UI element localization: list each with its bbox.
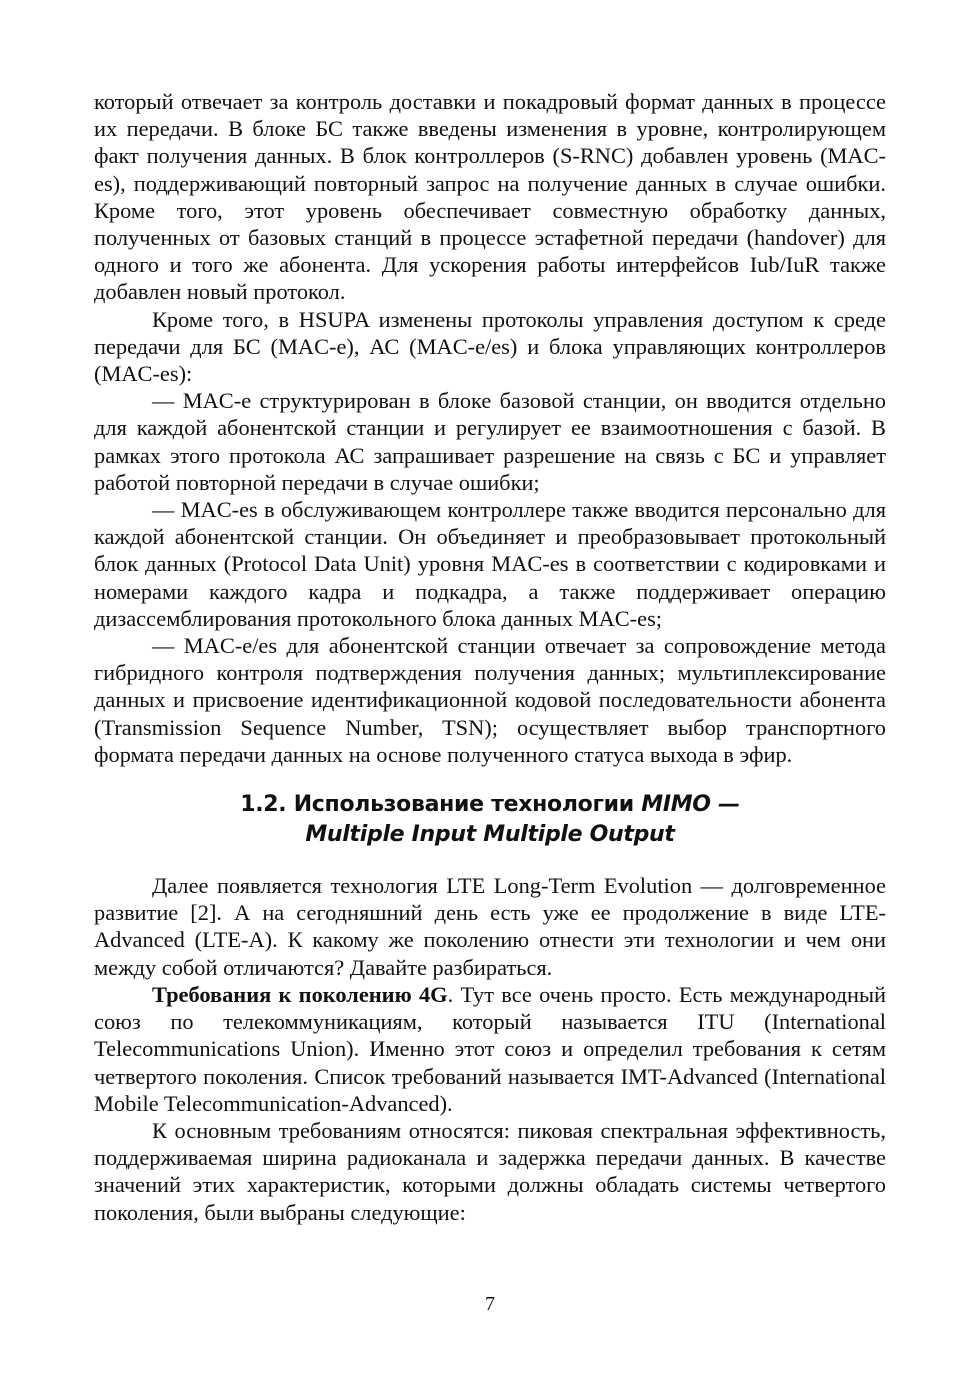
paragraph: который отвечает за контроль доставки и покадровый формат данных в процессе их передачи. В блоке БС также введены изменения в уровне, контролирующем факт получения данных. В блок контроллеров (S-RNC) добавлен уровень (MAC-es), поддерживающий повторный запрос на получение данных в случае ошибки. Кроме того, этот уровень обеспечивает совместную обработку данных, полученных от базовых станций в процессе эстафетной передачи (handover) для одного и того же абонента. Для ускорения работы интерфейсов Iub/IuR также добавлен новый протокол. xyxy=(94,89,886,305)
page-body xyxy=(94,88,886,1226)
paragraph: Далее появляется технология LTE Long-Term Evolution — долговременное развитие [2]. А на сегодняшний день есть уже ее продолжение в виде LTE-Advanced (LTE-A). К какому же поколению отнести эти технологии и чем они между собой отличаются? Давайте разбираться. xyxy=(94,873,886,980)
page-number: 7 xyxy=(485,1293,495,1315)
paragraph xyxy=(94,981,886,1117)
section-heading xyxy=(94,790,886,850)
section-heading-line1 xyxy=(240,792,740,817)
bold-term: Требования к поколению 4G xyxy=(152,981,448,1007)
paragraph: Кроме того, в HSUPA изменены протоколы управления доступом к среде передачи для БС (MAC-e), АС (MAC-e/es) и блока управляющих контроллеров (MAC-es): xyxy=(94,306,886,387)
list-item: — MAC-e/es для абонентской станции отвечает за сопровождение метода гибридного контроля подтверждения получения данных; мультиплексирование данных и присвоение идентификационной кодовой последовательности абонента (Transmission Sequence Number, TSN); осуществляет выбор транспортного формата передачи данных на основе полученного статуса выхода в эфир. xyxy=(94,633,886,767)
list-item: — MAC-e структурирован в блоке базовой станции, он вводится отдельно для каждой абонентской станции и регулирует ее взаимоотношения с базой. В рамках этого протокола АС запрашивает разрешение на связь с БС и управляет работой повторной передачи в случае ошибки; xyxy=(94,388,886,495)
section-heading-prefix: 1.2. Использование технологии xyxy=(240,792,642,818)
section-heading-line2: Multiple Input Multiple Output xyxy=(305,822,675,848)
paragraph-text: . Тут все очень просто. Есть международный союз по телекоммуникациям, который называется ITU (International Telecommunications Union). Именно этот союз и определил требования к сетям четвертого поколения. Список требований называется IMT-Advanced (International Mobile Telecommunication-Advanced). xyxy=(94,981,886,1116)
list-item: — MAC-es в обслуживающем контроллере также вводится персонально для каждой абонентской станции. Он объединяет и преобразовывает протокольный блок данных (Protocol Data Unit) уровня MAC-es в соответствии с кодировками и номерами каждого кадра и подкадра, а также поддерживает операцию дизассемблирования протокольного блока данных MAC-es; xyxy=(94,497,886,631)
paragraph: К основным требованиям относятся: пиковая спектральная эффективность, поддерживаемая ширина радиоканала и задержка передачи данных. В качестве значений этих характеристик, которыми должны обладать системы четвертого поколения, были выбраны следующие: xyxy=(94,1117,886,1225)
section-heading-mimo: MIMO — xyxy=(641,792,740,818)
